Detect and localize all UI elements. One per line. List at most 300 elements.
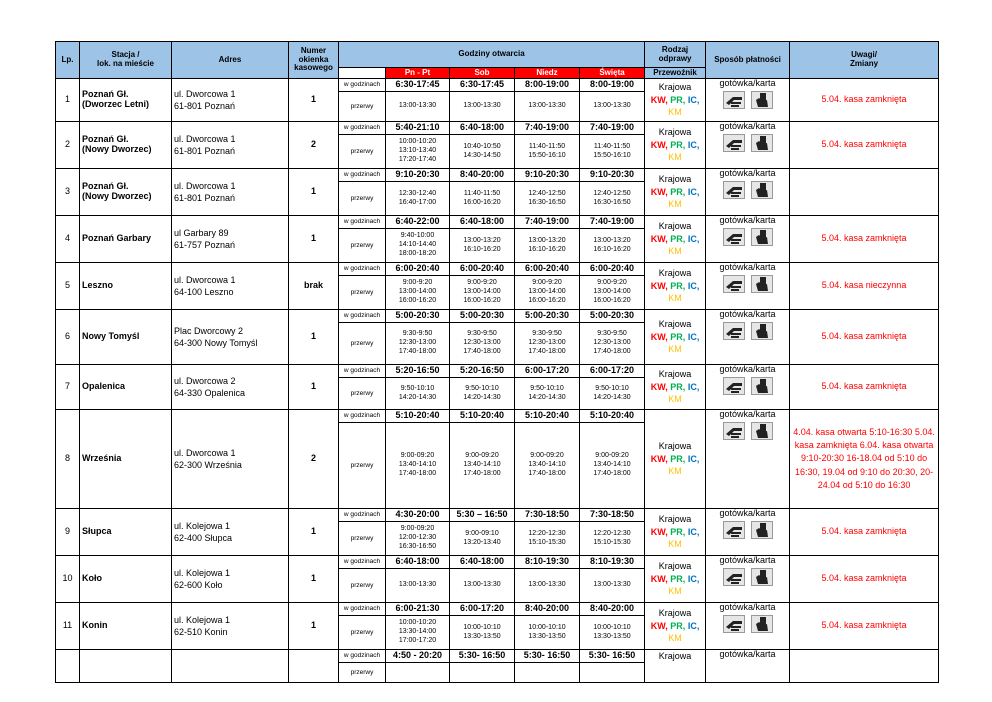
row-number xyxy=(56,650,80,683)
notes: 5.04. kasa zamknięta xyxy=(790,310,939,365)
opening-hours: 6:30-17:45 xyxy=(386,79,450,92)
break-times: 13:00-13:30 xyxy=(386,92,450,122)
carrier-list xyxy=(645,280,705,293)
table-row xyxy=(56,263,939,276)
table-row xyxy=(56,79,939,92)
clearance-krajowa: Krajowa xyxy=(658,514,692,525)
notes: 5.04. kasa zamknięta xyxy=(790,79,939,122)
window-number: 1 xyxy=(289,365,339,410)
row-number: 4 xyxy=(56,216,80,263)
carrier-ic: IC, xyxy=(687,620,700,631)
break-times: 12:40-12:50 16:30-16:50 xyxy=(580,182,645,216)
carrier-pr: PR, xyxy=(670,381,686,392)
breaks-label: przerwy xyxy=(339,182,386,216)
station-address: ul. Kolejowa 1 62-510 Konin xyxy=(172,603,289,650)
carrier-kw: KW, xyxy=(650,620,668,631)
opening-hours: 8:10-19:30 xyxy=(515,556,580,569)
hours-label: w godzinach xyxy=(339,410,386,423)
opening-hours: 6:40-18:00 xyxy=(450,122,515,135)
payment-icons xyxy=(706,615,789,636)
table-row xyxy=(56,509,939,522)
payment-methods xyxy=(706,365,790,410)
header-payment: Sposób płatności xyxy=(706,42,790,79)
break-times: 12:20-12:30 15:10-15:30 xyxy=(515,522,580,556)
carrier-ic: IC, xyxy=(687,331,700,342)
notes xyxy=(790,169,939,216)
carrier-ic: IC, xyxy=(687,280,700,291)
station-address: ul. Kolejowa 1 62-600 Koło xyxy=(172,556,289,603)
clearance-krajowa: Krajowa xyxy=(658,127,692,138)
opening-hours: 8:40-20:00 xyxy=(450,169,515,182)
hours-label: w godzinach xyxy=(339,216,386,229)
payment-label: gotówka/karta xyxy=(719,364,776,374)
carrier-kw: KW, xyxy=(650,331,668,342)
header-day-sunday: Niedz xyxy=(515,68,580,79)
break-times: 13:00-13:30 xyxy=(580,92,645,122)
break-times: 10:00-10:10 13:30-13:50 xyxy=(515,616,580,650)
opening-hours: 6:40-18:00 xyxy=(450,556,515,569)
clearance-krajowa: Krajowa xyxy=(658,319,692,330)
carrier-kw: KW, xyxy=(650,573,668,584)
break-times: 12:20-12:30 15:10-15:30 xyxy=(580,522,645,556)
opening-hours: 6:30-17:45 xyxy=(450,79,515,92)
window-number: 2 xyxy=(289,122,339,169)
station-address: ul Garbary 89 61-757 Poznań xyxy=(172,216,289,263)
break-times: 10:40-10:50 14:30-14:50 xyxy=(450,135,515,169)
break-times: 9:30-9:50 12:30-13:00 17:40-18:00 xyxy=(580,323,645,365)
payment-label: gotówka/karta xyxy=(719,309,776,319)
break-times: 13:00-13:20 16:10-16:20 xyxy=(515,229,580,263)
notes: 5.04. kasa zamknięta xyxy=(790,216,939,263)
window-number: 1 xyxy=(289,509,339,556)
header-day-holidays: Święta xyxy=(580,68,645,79)
carrier-kw: KW, xyxy=(650,381,668,392)
opening-hours: 6:00-20:40 xyxy=(515,263,580,276)
opening-hours: 8:40-20:00 xyxy=(515,603,580,616)
cash-icon xyxy=(723,568,745,589)
cash-icon xyxy=(723,521,745,542)
payment-label: gotówka/karta xyxy=(719,409,776,419)
break-times: 11:40-11:50 15:50-16:10 xyxy=(580,135,645,169)
carrier-km: KM xyxy=(668,344,682,355)
row-number: 1 xyxy=(56,79,80,122)
carrier-pr: PR, xyxy=(670,94,686,105)
opening-hours: 9:10-20:30 xyxy=(386,169,450,182)
payment-icons xyxy=(706,322,789,343)
breaks-label: przerwy xyxy=(339,323,386,365)
opening-hours: 8:40-20:00 xyxy=(580,603,645,616)
payment-label: gotówka/karta xyxy=(719,508,776,518)
cash-icon xyxy=(723,615,745,636)
break-times: 9:00-09:20 13:40-14:10 17:40-18:00 xyxy=(580,423,645,509)
payment-methods xyxy=(706,263,790,310)
breaks-label: przerwy xyxy=(339,378,386,410)
break-times xyxy=(580,663,645,683)
opening-hours: 6:00-17:20 xyxy=(580,365,645,378)
table-row xyxy=(56,556,939,569)
clearance-type xyxy=(645,216,706,263)
payment-label: gotówka/karta xyxy=(719,555,776,565)
payment-icons xyxy=(706,275,789,296)
card-icon xyxy=(751,134,773,155)
carrier-pr: PR, xyxy=(670,139,686,150)
payment-icons xyxy=(706,422,789,443)
carrier-list xyxy=(645,381,705,394)
opening-hours: 5:20-16:50 xyxy=(450,365,515,378)
break-times: 10:00-10:10 13:30-13:50 xyxy=(580,616,645,650)
carrier-kw: KW, xyxy=(650,233,668,244)
notes: 4.04. kasa otwarta 5:10-16:30 5.04. kasa zamknięta 6.04. kasa otwarta 9:10-20:30 16-18.04 od 5:10 do 16:30, 19.04 od 9:10 do 20:30, 20-24.04 od 5:10 do 16:30 xyxy=(790,410,939,509)
card-icon xyxy=(751,91,773,112)
cash-icon xyxy=(723,228,745,249)
cash-icon xyxy=(723,322,745,343)
break-times: 9:30-9:50 12:30-13:00 17:40-18:00 xyxy=(515,323,580,365)
opening-hours: 9:10-20:30 xyxy=(515,169,580,182)
carrier-km: KM xyxy=(668,394,682,405)
payment-methods xyxy=(706,122,790,169)
card-icon xyxy=(751,377,773,398)
clearance-krajowa: Krajowa xyxy=(658,174,692,185)
breaks-label: przerwy xyxy=(339,663,386,683)
notes: 5.04. kasa zamknięta xyxy=(790,556,939,603)
carrier-km: KM xyxy=(668,586,682,597)
break-times: 13:00-13:30 xyxy=(450,569,515,603)
opening-hours: 5:10-20:40 xyxy=(580,410,645,423)
break-times: 9:00-09:20 13:40-14:10 17:40-18:00 xyxy=(386,423,450,509)
opening-hours: 5:30- 16:50 xyxy=(450,650,515,663)
clearance-type xyxy=(645,603,706,650)
card-icon xyxy=(751,422,773,443)
row-number: 10 xyxy=(56,556,80,603)
window-number: 1 xyxy=(289,79,339,122)
break-times: 9:00-09:20 13:40-14:10 17:40-18:00 xyxy=(515,423,580,509)
hours-label: w godzinach xyxy=(339,122,386,135)
table-row xyxy=(56,410,939,423)
payment-methods xyxy=(706,410,790,509)
break-times: 9:00-09:10 13:20-13:40 xyxy=(450,522,515,556)
clearance-type xyxy=(645,365,706,410)
carrier-kw: KW, xyxy=(650,280,668,291)
header-station: Stacja / lok. na mieście xyxy=(80,42,172,79)
card-icon xyxy=(751,275,773,296)
carrier-list xyxy=(645,573,705,586)
clearance-krajowa: Krajowa xyxy=(658,82,692,93)
hours-label: w godzinach xyxy=(339,556,386,569)
payment-label: gotówka/karta xyxy=(719,262,776,272)
station-name: Konin xyxy=(80,603,172,650)
carrier-pr: PR, xyxy=(670,620,686,631)
clearance-krajowa: Krajowa xyxy=(658,608,692,619)
hours-label: w godzinach xyxy=(339,509,386,522)
opening-hours: 7:40-19:00 xyxy=(515,122,580,135)
header-clearance-type: Rodzaj odprawy xyxy=(645,42,706,68)
break-times xyxy=(515,663,580,683)
notes: 5.04. kasa zamknięta xyxy=(790,122,939,169)
payment-methods xyxy=(706,603,790,650)
clearance-type xyxy=(645,122,706,169)
break-times: 9:30-9:50 12:30-13:00 17:40-18:00 xyxy=(450,323,515,365)
row-number: 5 xyxy=(56,263,80,310)
station-name: Poznań Gł. (Nowy Dworzec) xyxy=(80,169,172,216)
break-times: 9:50-10:10 14:20-14:30 xyxy=(386,378,450,410)
carrier-list xyxy=(645,233,705,246)
breaks-label: przerwy xyxy=(339,135,386,169)
break-times: 9:50-10:10 14:20-14:30 xyxy=(450,378,515,410)
opening-hours: 5:20-16:50 xyxy=(386,365,450,378)
hours-label: w godzinach xyxy=(339,603,386,616)
station-address: ul. Dworcowa 1 62-300 Września xyxy=(172,410,289,509)
table-row xyxy=(56,310,939,323)
carrier-list xyxy=(645,94,705,107)
payment-icons xyxy=(706,91,789,112)
table-row xyxy=(56,650,939,663)
window-number xyxy=(289,650,339,683)
card-icon xyxy=(751,228,773,249)
header-address: Adres xyxy=(172,42,289,79)
row-number: 7 xyxy=(56,365,80,410)
break-times: 11:40-11:50 15:50-16:10 xyxy=(515,135,580,169)
cash-icon xyxy=(723,275,745,296)
payment-methods xyxy=(706,556,790,603)
clearance-type xyxy=(645,556,706,603)
carrier-km: KM xyxy=(668,246,682,257)
station-address: ul. Dworcowa 1 61-801 Poznań xyxy=(172,169,289,216)
opening-hours: 7:40-19:00 xyxy=(580,122,645,135)
carrier-list xyxy=(645,620,705,633)
notes: 5.04. kasa zamknięta xyxy=(790,603,939,650)
break-times: 10:00-10:10 13:30-13:50 xyxy=(450,616,515,650)
opening-hours: 8:00-19:00 xyxy=(515,79,580,92)
row-number: 8 xyxy=(56,410,80,509)
header-notes: Uwagi/ Zmiany xyxy=(790,42,939,79)
opening-hours: 5:30- 16:50 xyxy=(580,650,645,663)
clearance-krajowa: Krajowa xyxy=(658,268,692,279)
clearance-krajowa: Krajowa xyxy=(658,651,692,661)
opening-hours: 5:10-20:40 xyxy=(386,410,450,423)
carrier-ic: IC, xyxy=(687,381,700,392)
carrier-ic: IC, xyxy=(687,526,700,537)
cash-icon xyxy=(723,422,745,443)
break-times: 9:00-9:20 13:00-14:00 16:00-16:20 xyxy=(580,276,645,310)
carrier-ic: IC, xyxy=(687,94,700,105)
station-address: ul. Dworcowa 1 64-100 Leszno xyxy=(172,263,289,310)
payment-methods xyxy=(706,650,790,683)
clearance-type xyxy=(645,650,706,683)
station-name: Września xyxy=(80,410,172,509)
hours-label: w godzinach xyxy=(339,650,386,663)
breaks-label: przerwy xyxy=(339,616,386,650)
payment-methods xyxy=(706,169,790,216)
cash-icon xyxy=(723,91,745,112)
clearance-type xyxy=(645,509,706,556)
table-row xyxy=(56,365,939,378)
breaks-label: przerwy xyxy=(339,92,386,122)
table-row xyxy=(56,603,939,616)
payment-label: gotówka/karta xyxy=(719,78,776,88)
opening-hours: 6:40-18:00 xyxy=(386,556,450,569)
clearance-krajowa: Krajowa xyxy=(658,221,692,232)
carrier-list xyxy=(645,139,705,152)
station-address: ul. Dworcowa 2 64-330 Opalenica xyxy=(172,365,289,410)
table-row xyxy=(56,169,939,182)
opening-hours: 6:40-18:00 xyxy=(450,216,515,229)
row-number: 2 xyxy=(56,122,80,169)
break-times xyxy=(386,663,450,683)
row-number: 6 xyxy=(56,310,80,365)
break-times: 11:40-11:50 16:00-16:20 xyxy=(450,182,515,216)
break-times: 9:50-10:10 14:20-14:30 xyxy=(580,378,645,410)
breaks-label: przerwy xyxy=(339,569,386,603)
clearance-type xyxy=(645,79,706,122)
carrier-pr: PR, xyxy=(670,186,686,197)
break-times: 9:50-10:10 14:20-14:30 xyxy=(515,378,580,410)
hours-label: w godzinach xyxy=(339,365,386,378)
opening-hours: 5:00-20:30 xyxy=(450,310,515,323)
clearance-type xyxy=(645,310,706,365)
hours-label: w godzinach xyxy=(339,263,386,276)
breaks-label: przerwy xyxy=(339,276,386,310)
break-times: 9:00-9:20 13:00-14:00 16:00-16:20 xyxy=(515,276,580,310)
carrier-ic: IC, xyxy=(687,186,700,197)
clearance-krajowa: Krajowa xyxy=(658,369,692,380)
ticket-office-table xyxy=(55,41,939,683)
opening-hours: 9:10-20:30 xyxy=(580,169,645,182)
break-times: 13:00-13:30 xyxy=(386,569,450,603)
header-day-weekdays: Pn - Pt xyxy=(386,68,450,79)
carrier-km: KM xyxy=(668,539,682,550)
break-times xyxy=(450,663,515,683)
break-times: 9:00-09:20 12:00-12:30 16:30-16:50 xyxy=(386,522,450,556)
carrier-kw: KW, xyxy=(650,453,668,464)
station-name: Leszno xyxy=(80,263,172,310)
clearance-type xyxy=(645,410,706,509)
carrier-km: KM xyxy=(668,107,682,118)
opening-hours: 6:40-22:00 xyxy=(386,216,450,229)
carrier-list xyxy=(645,186,705,199)
cash-icon xyxy=(723,377,745,398)
opening-hours: 5:00-20:30 xyxy=(386,310,450,323)
payment-methods xyxy=(706,310,790,365)
card-icon xyxy=(751,181,773,202)
break-times: 13:00-13:30 xyxy=(580,569,645,603)
break-times: 9:00-09:20 13:40-14:10 17:40-18:00 xyxy=(450,423,515,509)
row-number: 3 xyxy=(56,169,80,216)
break-times: 13:00-13:30 xyxy=(450,92,515,122)
card-icon xyxy=(751,615,773,636)
card-icon xyxy=(751,322,773,343)
opening-hours: 8:10-19:30 xyxy=(580,556,645,569)
notes xyxy=(790,650,939,683)
hours-label: w godzinach xyxy=(339,310,386,323)
window-number: 1 xyxy=(289,216,339,263)
row-number: 9 xyxy=(56,509,80,556)
header-opening-hours: Godziny otwarcia xyxy=(339,42,645,68)
break-times: 13:00-13:20 16:10-16:20 xyxy=(450,229,515,263)
cash-icon xyxy=(723,181,745,202)
carrier-pr: PR, xyxy=(670,453,686,464)
carrier-ic: IC, xyxy=(687,139,700,150)
break-times: 9:40-10:00 14:10-14:40 18:00-18:20 xyxy=(386,229,450,263)
clearance-type xyxy=(645,263,706,310)
card-icon xyxy=(751,521,773,542)
station-name: Koło xyxy=(80,556,172,603)
payment-methods xyxy=(706,79,790,122)
break-times: 12:30-12:40 16:40-17:00 xyxy=(386,182,450,216)
opening-hours: 6:00-20:40 xyxy=(450,263,515,276)
break-times: 9:00-9:20 13:00-14:00 16:00-16:20 xyxy=(450,276,515,310)
payment-icons xyxy=(706,521,789,542)
break-times: 9:00-9:20 13:00-14:00 16:00-16:20 xyxy=(386,276,450,310)
carrier-km: KM xyxy=(668,293,682,304)
payment-methods xyxy=(706,509,790,556)
opening-hours: 6:00-20:40 xyxy=(580,263,645,276)
break-times: 9:30-9:50 12:30-13:00 17:40-18:00 xyxy=(386,323,450,365)
opening-hours: 5:00-20:30 xyxy=(580,310,645,323)
window-number: 1 xyxy=(289,310,339,365)
clearance-type xyxy=(645,169,706,216)
station-name: Poznań Gł. (Dworzec Letni) xyxy=(80,79,172,122)
header-lp: Lp. xyxy=(56,42,80,79)
carrier-list xyxy=(645,331,705,344)
schedule-sheet xyxy=(55,41,938,676)
station-name: Poznań Garbary xyxy=(80,216,172,263)
breaks-label: przerwy xyxy=(339,229,386,263)
opening-hours: 5:00-20:30 xyxy=(515,310,580,323)
break-times: 13:00-13:30 xyxy=(515,569,580,603)
opening-hours: 5:10-20:40 xyxy=(515,410,580,423)
breaks-label: przerwy xyxy=(339,522,386,556)
window-number: brak xyxy=(289,263,339,310)
carrier-pr: PR, xyxy=(670,573,686,584)
payment-label: gotówka/karta xyxy=(719,649,776,659)
station-address: ul. Dworcowa 1 61-801 Poznań xyxy=(172,79,289,122)
station-address: ul. Kolejowa 1 62-400 Słupca xyxy=(172,509,289,556)
carrier-ic: IC, xyxy=(687,453,700,464)
clearance-krajowa: Krajowa xyxy=(658,441,692,452)
opening-hours: 6:00-20:40 xyxy=(386,263,450,276)
station-address: ul. Dworcowa 1 61-801 Poznań xyxy=(172,122,289,169)
opening-hours: 6:00-17:20 xyxy=(450,603,515,616)
notes: 5.04. kasa zamknięta xyxy=(790,509,939,556)
break-times: 13:00-13:20 16:10-16:20 xyxy=(580,229,645,263)
payment-label: gotówka/karta xyxy=(719,168,776,178)
notes: 5.04. kasa zamknięta xyxy=(790,365,939,410)
break-times: 10:00-10:20 13:10-13:40 17:20-17:40 xyxy=(386,135,450,169)
payment-label: gotówka/karta xyxy=(719,121,776,131)
opening-hours: 7:40-19:00 xyxy=(580,216,645,229)
carrier-list xyxy=(645,526,705,539)
header-carrier: Przewoźnik xyxy=(645,68,706,79)
opening-hours: 4:30-20:00 xyxy=(386,509,450,522)
row-number: 11 xyxy=(56,603,80,650)
station-name: Poznań Gł. (Nowy Dworzec) xyxy=(80,122,172,169)
carrier-km: KM xyxy=(668,199,682,210)
table-row xyxy=(56,122,939,135)
window-number: 1 xyxy=(289,556,339,603)
payment-icons xyxy=(706,377,789,398)
station-name xyxy=(80,650,172,683)
payment-label: gotówka/karta xyxy=(719,602,776,612)
carrier-kw: KW, xyxy=(650,139,668,150)
carrier-pr: PR, xyxy=(670,526,686,537)
header-label-blank xyxy=(339,68,386,79)
carrier-pr: PR, xyxy=(670,331,686,342)
opening-hours: 5:30 – 16:50 xyxy=(450,509,515,522)
header-day-saturday: Sob xyxy=(450,68,515,79)
station-name: Opalenica xyxy=(80,365,172,410)
opening-hours: 5:10-20:40 xyxy=(450,410,515,423)
payment-icons xyxy=(706,228,789,249)
